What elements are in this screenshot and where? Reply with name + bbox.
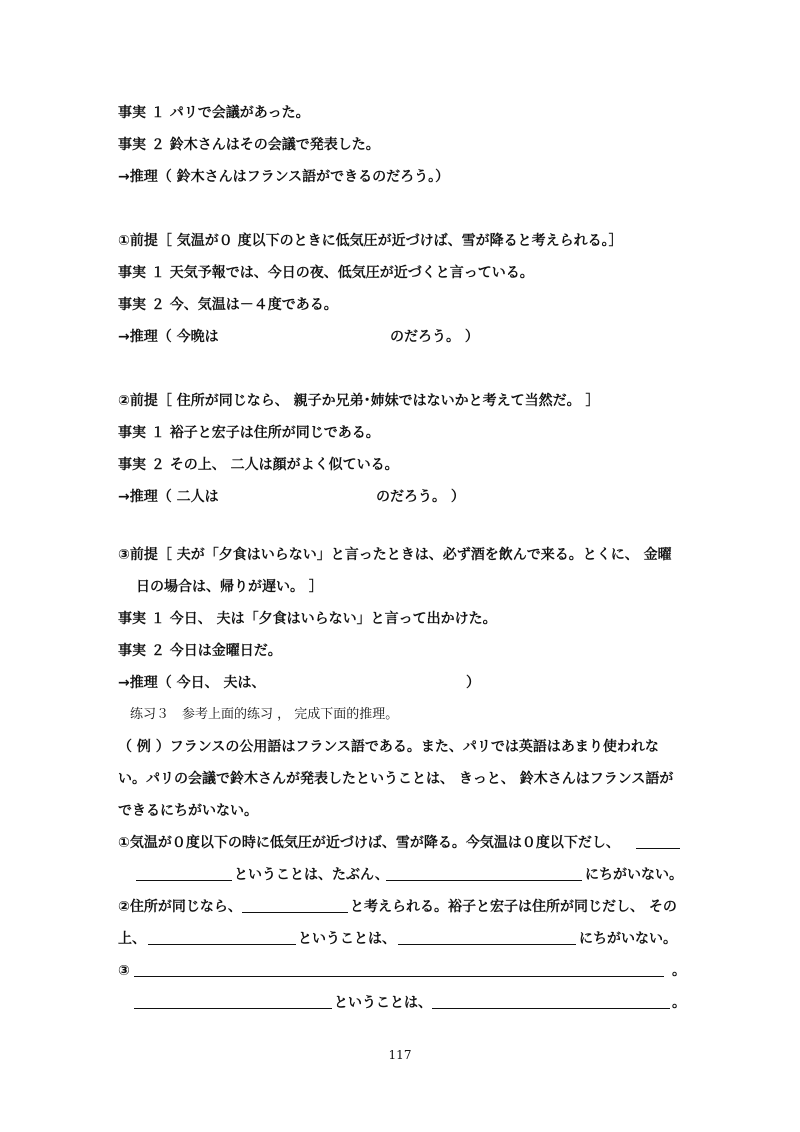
section2-premise: ②前提［ 住所が同じなら、 親子か兄弟･姉妹ではないかと考えて当然だ。 ］ (118, 393, 600, 409)
section1-inference-end: のだろう。 ） (390, 329, 479, 345)
q2-blank-1[interactable] (242, 898, 348, 913)
q1-blank-2[interactable] (136, 866, 232, 881)
exercise3-title: 练习３ 参考上面的练习 ， 完成下面的推理。 (130, 707, 399, 722)
q3-end: 。 (672, 963, 686, 979)
example-inference: →推理（ 鈴木さんはフランス語ができるのだろう。） (118, 169, 450, 185)
q1-line1: ①気温が０度以下の時に低気圧が近づけば、雪が降る。今気温は０度以下だし、 (118, 835, 620, 851)
section1-fact-1: 事実 １ 天気予報では、今日の夜、低気圧が近づくと言っている。 (118, 265, 534, 281)
section2-fact-2: 事実 ２ その上、 二人は顔がよく似ている。 (118, 457, 399, 473)
q2-line2-start: 上、 (118, 931, 146, 947)
q1-blank-3[interactable] (386, 866, 582, 881)
q3-blank-3[interactable] (432, 994, 670, 1009)
section3-fact-2: 事実 ２ 今日は金曜日だ。 (118, 643, 282, 659)
q3-blank-1[interactable] (134, 962, 664, 977)
section3-premise-line1: ③前提［ 夫が「夕食はいらない」と言ったときは、必ず酒を飲んで来る。とくに、 金曜 (118, 547, 672, 563)
q1-mid: ということは、たぶん、 (234, 867, 389, 883)
exercise3-example-line1: （ 例 ）フランスの公用語はフランス語である。また、パリでは英語はあまり使われな (118, 739, 659, 755)
q1-blank-1[interactable] (636, 834, 680, 849)
q2-line2-mid: ということは、 (298, 931, 396, 947)
q3-start: ③ (118, 963, 130, 979)
q2-blank-3[interactable] (398, 930, 576, 945)
example-fact-2: 事実 ２ 鈴木さんはその会議で発表した。 (118, 137, 380, 153)
q3-blank-2[interactable] (134, 994, 332, 1009)
exercise3-example-line2: い。パリの会議で鈴木さんが発表したということは、 きっと、 鈴木さんはフランス語が (118, 771, 674, 787)
section1-inference-start: →推理（ 今晩は (118, 329, 219, 345)
section3-premise-line2: 日の場合は、帰りが遅い。 ］ (136, 579, 323, 595)
section3-fact-1: 事実 １ 今日、 夫は「夕食はいらない」と言って出かけた。 (118, 611, 497, 627)
section3-inference-end: ） (466, 675, 480, 691)
page-number: 117 (388, 1048, 412, 1062)
q1-end: にちがいない。 (585, 867, 683, 883)
q3-final: 。 (672, 995, 686, 1011)
section3-inference-start: →推理（ 今日、 夫は、 (118, 675, 266, 691)
section2-inference-start: →推理（ 二人は (118, 489, 219, 505)
q2-line1-start: ②住所が同じなら、 (118, 899, 242, 915)
section2-inference-end: のだろう。 ） (376, 489, 465, 505)
q2-blank-2[interactable] (148, 930, 296, 945)
example-fact-1: 事実 １ パリで会議があった。 (118, 105, 310, 121)
q2-line2-end: にちがいない。 (579, 931, 677, 947)
section1-premise: ①前提［ 気温が０ 度以下のときに低気圧が近づけば、雪が降ると考えられる。］ (118, 233, 623, 249)
section1-fact-2: 事実 ２ 今、気温は－４度である。 (118, 297, 338, 313)
exercise3-example-line3: できるにちがいない。 (118, 803, 258, 819)
q2-line1-end: と考えられる。裕子と宏子は住所が同じだし、 その (350, 899, 677, 915)
q3-mid: ということは、 (334, 995, 432, 1011)
section2-fact-1: 事実 １ 裕子と宏子は住所が同じである。 (118, 425, 380, 441)
